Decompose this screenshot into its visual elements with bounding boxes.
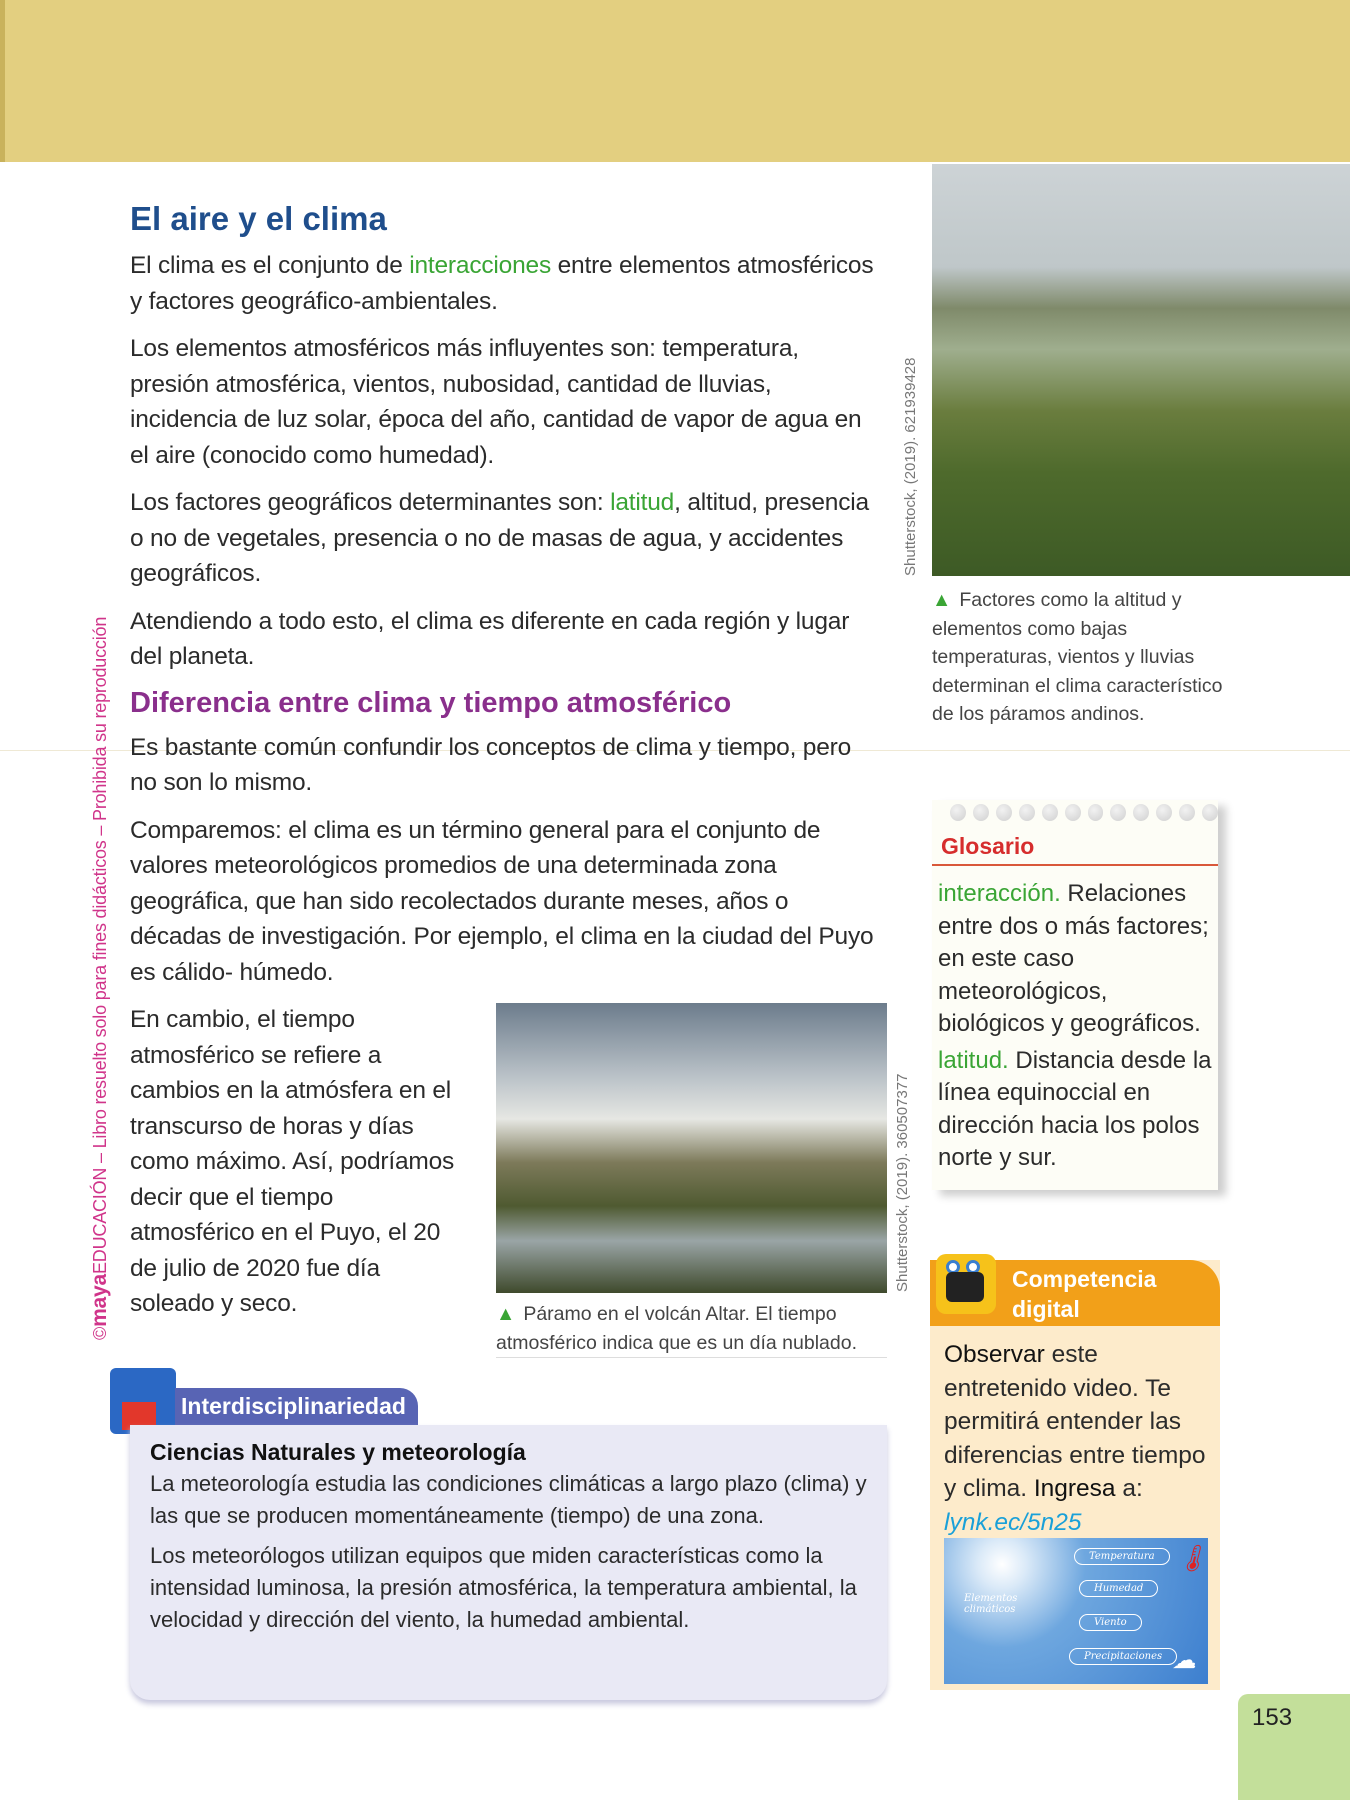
interdisciplinary-heading: Ciencias Naturales y meteorología (150, 1439, 526, 1465)
glossary-entry (932, 878, 1218, 1041)
diagram-item: Humedad (1079, 1580, 1158, 1597)
copyright-notice (88, 617, 112, 1340)
triangle-icon: ▲ (496, 1303, 516, 1325)
digital-competence-box (930, 1260, 1220, 1690)
caption-text: Factores como la altitud y elementos como bajas temperaturas, vientos y lluvias determinan el clima característico de los páramos andinos. (932, 589, 1223, 725)
notice-text: EDUCACIÓN – Libro resuelto solo para fines didácticos – Prohibida su reproducción (90, 616, 110, 1274)
text: , altitud, presencia o no de vegetales, presencia o no de masas de agua, y accidentes geográficos. (130, 489, 869, 587)
keyword-interacciones: interacciones (409, 252, 551, 279)
glossary-box (932, 800, 1218, 1190)
video-thumbnail[interactable] (944, 1538, 1208, 1684)
header-band (0, 0, 1350, 162)
robot-mascot-icon (936, 1254, 996, 1314)
paramo-photo (932, 164, 1350, 576)
diagram-item: Temperatura (1074, 1548, 1170, 1565)
page-number: 153 (1238, 1694, 1350, 1800)
competence-title: Competencia digital (1012, 1266, 1157, 1322)
paragraph: Los elementos atmosféricos más influyentes son: temperatura, presión atmosférica, vientos, nubosidad, cantidad de lluvias, incidencia de luz solar, época del año, cantidad de vapor de agua en el aire (conocido como humedad). (130, 335, 862, 469)
paragraph: En cambio, el tiempo atmosférico se refiere a cambios en la atmósfera en el transcurso de horas y días como máximo. Así, podríamos decir que el tiempo atmosférico en el Puyo, el 20 de julio de 2020 fue día soleado y seco. (130, 1006, 455, 1317)
notebook-rings (932, 800, 1218, 821)
text: Los factores geográficos determinantes son: (130, 489, 611, 516)
text-bold: Observar (944, 1341, 1045, 1368)
paragraph: Los meteorólogos utilizan equipos que miden características como la intensidad luminosa, la presión atmosférica, la temperatura ambiental, la velocidad y dirección del viento, la humedad ambiental. (150, 1543, 857, 1632)
interdisciplinary-box (130, 1425, 887, 1700)
text: entre elementos atmosféricos y factores geográfico-ambientales. (130, 252, 874, 315)
text-bold: Ingresa (1033, 1475, 1116, 1502)
diagram-item: Viento (1079, 1614, 1142, 1631)
section-subtitle: Diferencia entre clima y tiempo atmosférico (130, 686, 732, 719)
competence-text (930, 1326, 1220, 1539)
triangle-icon: ▲ (932, 589, 952, 611)
page-title: El aire y el clima (130, 200, 387, 237)
keyword-latitud: latitud (610, 489, 675, 516)
competence-header (930, 1260, 1220, 1326)
glossary-title: Glosario (932, 821, 1218, 866)
text: este entretenido video. Te permitirá entender las diferencias entre tiempo y clima. (944, 1341, 1206, 1502)
photo-caption (496, 1300, 887, 1358)
paragraph (130, 485, 880, 592)
paragraph: Comparemos: el clima es un término general para el conjunto de valores meteorológicos promedios de una determinada zona geográfica, que han sido recolectados durante meses, años o décadas de investigación. Por ejemplo, el clima en la ciudad del Puyo es cálido- húmedo. (130, 816, 874, 986)
paragraph: Atendiendo a todo esto, el clima es diferente en cada región y lugar del planeta. (130, 607, 850, 670)
diagram-center-label: Elementos climáticos (964, 1593, 1018, 1615)
glossary-entry (932, 1045, 1218, 1175)
rain-cloud-icon: ☁ (1172, 1646, 1196, 1674)
paragraph: Es bastante común confundir los conceptos de clima y tiempo, pero no son lo mismo. (130, 733, 852, 796)
altar-volcano-photo (496, 1003, 887, 1293)
photo-credit: Shutterstock, (2019). 621939428 (902, 357, 919, 576)
diagram-item: Precipitaciones (1069, 1648, 1177, 1665)
text: a: (1115, 1475, 1143, 1502)
text: El clima es el conjunto de (130, 252, 410, 279)
copyright-symbol: © (90, 1326, 110, 1340)
photo-credit: Shutterstock, (2019). 360507377 (894, 1073, 911, 1292)
video-link[interactable]: lynk.ec/5n25 (944, 1508, 1082, 1536)
paragraph: La meteorología estudia las condiciones climáticas a largo plazo (clima) y las que se producen momentáneamente (tiempo) de una zona. (150, 1471, 867, 1528)
interdisciplinary-tab: Interdisciplinariedad (175, 1388, 418, 1426)
thermometer-icon: 🌡 (1176, 1544, 1210, 1574)
glossary-term: latitud. (938, 1046, 1009, 1074)
photo-caption (932, 586, 1232, 729)
paragraph (130, 248, 880, 319)
glossary-definition: Distancia desde la línea equinoccial en dirección hacia los polos norte y sur. (938, 1046, 1212, 1171)
caption-text: Páramo en el volcán Altar. El tiempo atmosférico indica que es un día nublado. (496, 1303, 857, 1354)
brand-logo: maya (88, 1274, 111, 1327)
glossary-definition: Relaciones entre dos o más factores; en este caso meteorológicos, biológicos y geográficos. (938, 880, 1209, 1037)
glossary-term: interacción. (938, 880, 1061, 907)
